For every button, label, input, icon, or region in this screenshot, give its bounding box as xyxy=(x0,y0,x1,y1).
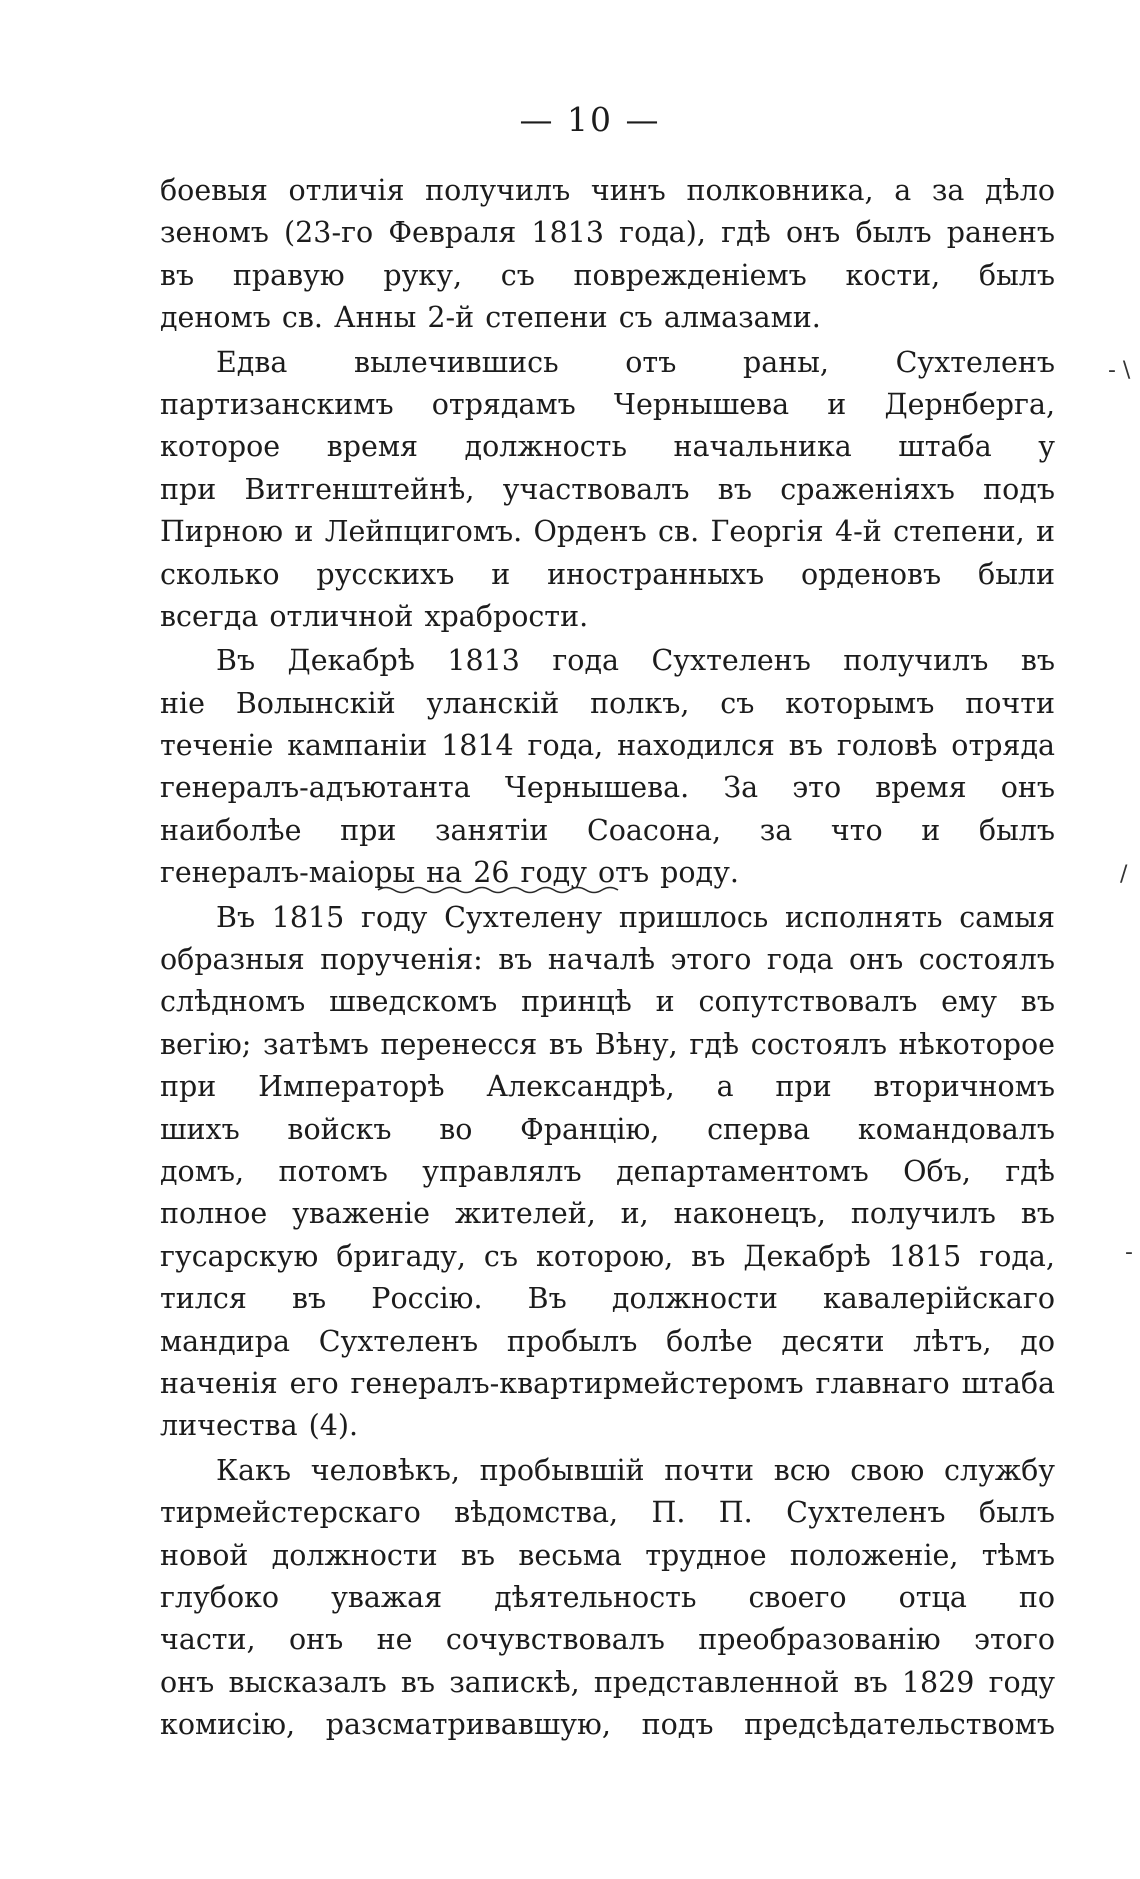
text-line: генералъ-адъютанта Чернышева. За это время онъ xyxy=(160,771,1055,805)
text-line: гусарскую бригаду, съ которою, въ Декабрѣ 1815 года, xyxy=(160,1239,1055,1273)
text-line: наиболѣе при занятіи Соасона, за что и былъ xyxy=(160,813,1055,847)
text-line: Въ 1815 году Сухтелену пришлось исполнять самыя xyxy=(216,900,1055,934)
text-line: тился въ Россію. Въ должности кавалерійскаго xyxy=(160,1282,1055,1316)
text-line: всегда отличной храбрости. xyxy=(160,599,589,633)
text-line: боевыя отличія получилъ чинъ полковника, а за дѣло xyxy=(160,174,1055,207)
text-line: части, онъ не сочувствовалъ преобразованію этого xyxy=(160,1623,1055,1657)
margin-mark: / xyxy=(1120,862,1128,887)
text-line: Пирною и Лейпцигомъ. Орденъ св. Георгія 4-й степени, и xyxy=(160,515,1055,549)
text-line: наченія его генералъ-квартирмейстеромъ главнаго штаба xyxy=(160,1366,1055,1400)
text-line: домъ, потомъ управлялъ департаментомъ Объ, гдѣ xyxy=(160,1154,1055,1188)
text-line: Едва вылечившись отъ раны, Сухтеленъ xyxy=(216,345,1055,379)
text-line: глубоко уважая дѣятельность своего отца по xyxy=(160,1580,1055,1614)
text-line: зеномъ (23-го Февраля 1813 года), гдѣ онъ былъ раненъ xyxy=(160,216,1055,250)
text-line: въ правую руку, съ поврежденіемъ кости, былъ xyxy=(160,258,1055,292)
text-line: которое время должность начальника штаба у xyxy=(160,430,1055,464)
text-line: шихъ войскъ во Францію, сперва командовалъ xyxy=(160,1112,1055,1146)
page-number: — 10 — xyxy=(519,100,661,139)
text-line: при Витгенштейнѣ, участвовалъ въ сраженіяхъ подъ xyxy=(160,472,1055,506)
text-line: партизанскимъ отрядамъ Чернышева и Дернберга, xyxy=(160,387,1055,421)
text-line: сколько русскихъ и иностранныхъ орденовъ были xyxy=(160,557,1055,591)
text-line-underlined: генералъ-маіоры на 26 году отъ роду. xyxy=(160,856,739,890)
text-line: Въ Декабрѣ 1813 года Сухтеленъ получилъ въ xyxy=(216,644,1055,678)
text-line: вегію; затѣмъ перенесся въ Вѣну, гдѣ состоялъ нѣкоторое xyxy=(160,1027,1055,1061)
text-line: полное уваженіе жителей, и, наконецъ, получилъ въ xyxy=(160,1197,1055,1231)
text-line: при Императорѣ Александрѣ, а при вторичномъ xyxy=(160,1070,1055,1104)
text-line: тирмейстерскаго вѣдомства, П. П. Сухтеленъ былъ xyxy=(160,1496,1055,1530)
text-line: личества (4). xyxy=(160,1409,359,1443)
margin-mark: - xyxy=(1125,1240,1133,1265)
text-line: онъ высказалъ въ запискѣ, представленной въ 1829 году xyxy=(160,1665,1055,1699)
text-line: теченіе кампаніи 1814 года, находился въ головѣ отряда xyxy=(160,729,1055,763)
text-line: мандира Сухтеленъ пробылъ болѣе десяти лѣтъ, до xyxy=(160,1324,1055,1358)
text-line: Какъ человѣкъ, пробывшій почти всю свою службу xyxy=(216,1453,1055,1487)
text-line: слѣдномъ шведскомъ принцѣ и сопутствовалъ ему въ xyxy=(160,985,1055,1019)
text-line: образныя порученія: въ началѣ этого года онъ состоялъ xyxy=(160,943,1055,977)
margin-mark: - \ xyxy=(1108,358,1131,383)
text-line: новой должности въ весьма трудное положеніе, тѣмъ xyxy=(160,1538,1055,1572)
text-line: ніе Волынскій уланскій полкъ, съ которымъ почти xyxy=(160,686,1055,720)
text-line: деномъ св. Анны 2-й степени съ алмазами. xyxy=(160,301,821,335)
text-line: комисію, разсматривавшую, подъ предсѣдательствомъ xyxy=(160,1708,1055,1742)
